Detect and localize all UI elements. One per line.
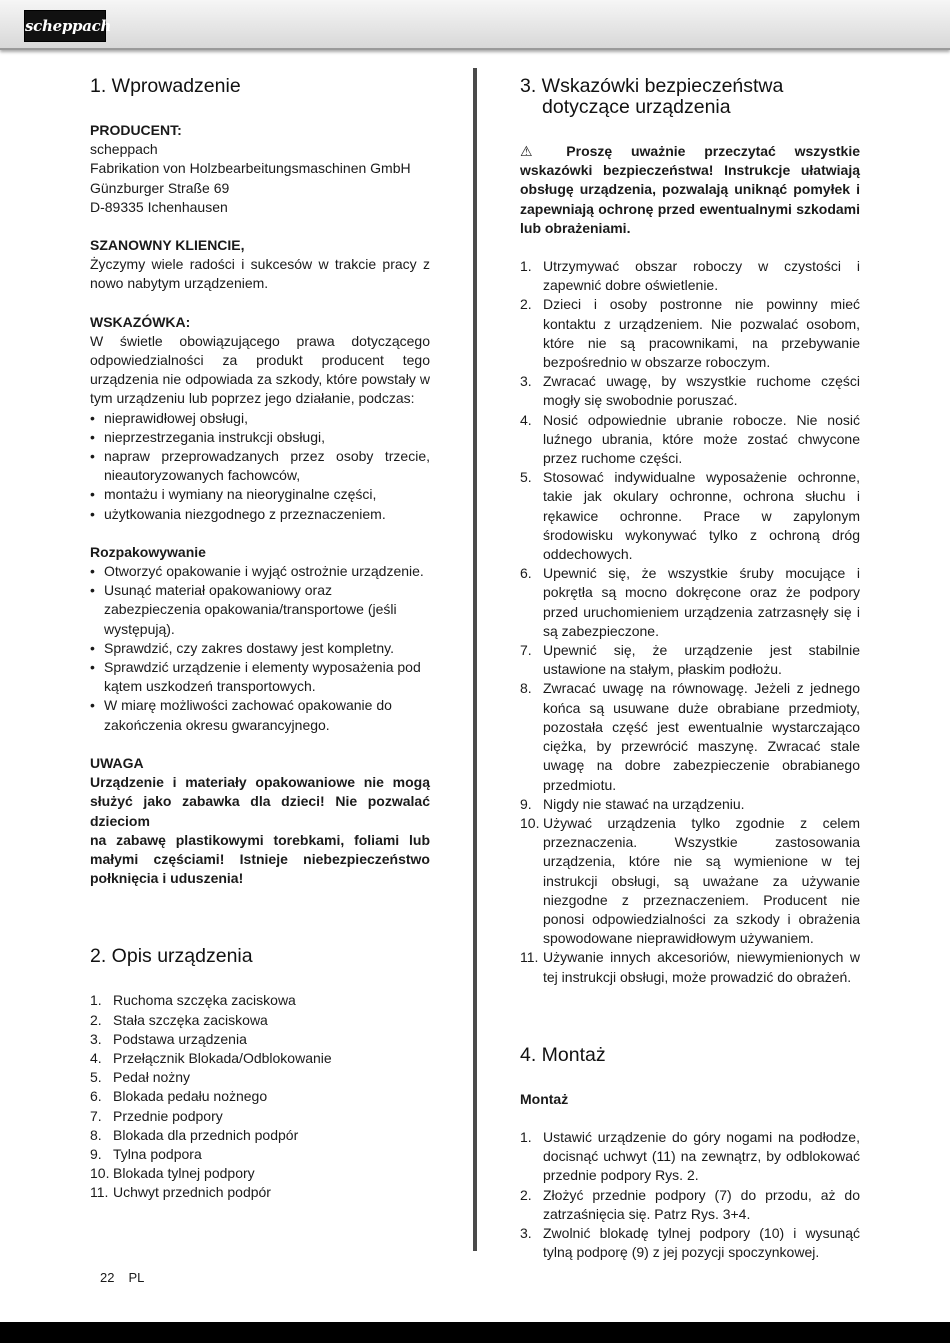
list-item [520,814,860,948]
list-item: • Usunąć materiał opakowaniowy oraz zabezpieczenia opakowania/transportowe (jeśli występują). [90,581,430,639]
item-number: 8. [90,1126,102,1143]
producer-line: scheppach [90,141,158,158]
list-item: • nieprawidłowej obsługi, [90,409,430,428]
item-text: Stała szczęka zaciskowa [113,1011,268,1028]
item-number: 1. [520,1128,532,1145]
item-text: Utrzymywać obszar roboczy w czystości i zapewnić dobre oświetlenie. [543,258,860,294]
list-item [520,1186,860,1224]
item-text: Tylna podpora [113,1145,202,1162]
item-number: 2. [520,296,532,313]
item-number: 7. [520,642,532,659]
list-item [520,257,860,295]
list-item [520,679,860,794]
item-text: Przełącznik Blokada/Odblokowanie [113,1049,332,1066]
item-number: 5. [520,469,532,486]
producer-label: PRODUCENT: [90,122,182,138]
list-item: • Otworzyć opakowanie i wyjąć ostrożnie urządzenie. [90,562,430,581]
item-number: 8. [520,680,532,697]
item-number: 2. [90,1011,102,1028]
left-column [90,76,430,1203]
list-item [90,1011,430,1030]
item-number: 3. [520,1224,532,1241]
item-text: Zwolnić blokadę tylnej podpory (10) i wysunąć tylną podporę (9) z jej pozycji spoczynkowej. [543,1224,860,1261]
item-number: 6. [520,565,532,582]
item-text: Ustawić urządzenie do góry nogami na podłodze, docisnąć uchwyt (11) na zewnątrz, by odblokować przednie podpory Rys. 2. [543,1128,860,1184]
producer-line: Günzburger Straße 69 [90,179,230,196]
item-text: Pedał nożny [113,1069,191,1086]
item-number: 11. [90,1184,109,1201]
caution-label: UWAGA [90,754,144,771]
list-item [90,1183,430,1202]
item-text: Zwracać uwagę, by wszystkie ruchome części mogły się swobodnie poruszać. [543,373,860,409]
unpack-list [90,562,430,735]
list-item [520,468,860,564]
item-text: Podstawa urządzenia [113,1030,247,1047]
item-number: 5. [90,1069,102,1086]
list-item [520,641,860,679]
note-list [90,409,430,524]
item-number: 9. [520,795,532,812]
list-item [90,1068,430,1087]
item-text: Przednie podpory [113,1107,223,1124]
section-3-title: 3. Wskazówki bezpieczeństwa dotyczące urządzenia [520,75,784,118]
assembly-subtitle: Montaż [520,1090,569,1107]
assembly-list [520,1128,860,1262]
list-item [90,1145,430,1164]
right-column [520,76,860,1262]
warning-icon: ⚠ [520,143,548,159]
list-item [90,1030,430,1049]
list-item [520,948,860,986]
list-item [90,1164,430,1183]
caution-text: Urządzenie i materiały opakowaniowe nie mogą służyć jako zabawka dla dzieci! Nie pozwalać dzieciom [90,774,430,829]
item-text: Blokada tylnej podpory [113,1165,255,1182]
note-text: W świetle obowiązującego prawa dotyczącego odpowiedzialności za produkt producent tego urządzenia nie odpowiada za szkody, które powstały w tym urządzeniu lub poprzez jego działanie, podczas: [90,332,430,407]
item-text: Blokada pedału nożnego [113,1088,268,1105]
note-label: WSKAZÓWKA: [90,313,191,330]
list-item [520,1224,860,1262]
header-bar [0,0,950,50]
list-item [520,1128,860,1186]
page-number: 22 [100,1270,115,1285]
list-item [90,1107,430,1126]
unpack-label: Rozpakowywanie [90,543,206,560]
list-item [520,411,860,469]
safety-warning [520,142,860,238]
bottom-bar [0,1322,950,1343]
item-text: Używać urządzenia tylko zgodnie z celem przeznaczenia. Wszystkie zastosowania urządzenia, które nie są wymienione w tej instrukcji obsługi, są uważane za używanie niezgodne z przeznaczeniem. Producent nie ponosi odpowiedzialności za szkody i obrażenia spowodowane nieprawidłowym używaniem. [543,814,860,947]
item-text: Stosować indywidualne wyposażenie ochronne, takie jak okulary ochronne, ochrona słuchu i rękawice ochronne. Prace w zapylonym środowisku wykonywać tylko z ochroną dróg oddechowych. [543,469,860,563]
list-item [520,372,860,410]
producer-line: Fabrikation von Holzbearbeitungsmaschinen GmbH [90,160,411,177]
list-item: • Sprawdzić, czy zakres dostawy jest kompletny. [90,639,430,658]
list-item: • użytkowania niezgodnego z przeznaczeniem. [90,505,430,524]
language-code: PL [128,1270,145,1285]
item-number: 2. [520,1186,532,1203]
item-text: Upewnić się, że urządzenie jest stabilnie ustawione na stałym, płaskim podłożu. [543,642,860,678]
item-text: Używanie innych akcesoriów, niewymienionych w tej instrukcji obsługi, może prowadzić do obrażeń. [543,949,860,985]
list-item: • W miarę możliwości zachować opakowanie do zakończenia okresu gwarancyjnego. [90,696,430,734]
item-text: Ruchoma szczęka zaciskowa [113,992,296,1009]
section-4-title: 4. Montaż [520,1043,606,1066]
list-item: • montażu i wymiany na nieoryginalne części, [90,485,430,504]
item-text: Uchwyt przednich podpór [113,1184,271,1201]
list-item [520,295,860,372]
list-item [520,795,860,814]
column-divider [473,68,477,1251]
list-item: • napraw przeprowadzanych przez osoby trzecie, nieautoryzowanych fachowców, [90,447,430,485]
caution-text: na zabawę plastikowymi torebkami, foliami lub małymi częściami! Istnieje niebezpieczeństwo połknięcia i uduszenia! [90,831,430,887]
device-parts-list [90,991,430,1202]
item-number: 4. [520,411,532,428]
item-number: 1. [520,258,532,275]
item-number: 1. [90,992,102,1009]
item-text: Złożyć przednie podpory (7) do przodu, aż do zatrzaśnięcia się. Patrz Rys. 3+4. [543,1186,860,1222]
safety-list [520,257,860,987]
item-text: Zwracać uwagę na równowagę. Jeżeli z jednego końca są usuwane duże obrabiane przedmioty, pozostała część jest ewentualnie wystarczająco ciężka, by przewrócić maszynę. Zwracać stale uwagę na dobre zabezpieczenie obrabianego przedmiotu. [543,680,860,793]
item-number: 10. [520,814,540,831]
list-item [90,1049,430,1068]
list-item: • Sprawdzić urządzenie i elementy wyposażenia pod kątem uszkodzeń transportowych. [90,658,430,696]
scheppach-logo: scheppach [24,10,106,42]
section-2-title: 2. Opis urządzenia [90,945,253,968]
list-item [90,1087,430,1106]
item-text: Nigdy nie stawać na urządzeniu. [543,795,745,812]
item-number: 7. [90,1107,102,1124]
item-text: Upewnić się, że wszystkie śruby mocujące i pokrętła są mocno dokręcone oraz że podpory przed uruchomieniem urządzenia zatrzasnęły się i są zabezpieczone. [543,565,860,639]
item-text: Nosić odpowiednie ubranie robocze. Nie nosić luźnego ubrania, które może zostać chwycone przez ruchome części. [543,411,860,467]
list-item [90,1126,430,1145]
item-number: 3. [520,373,532,390]
producer-line: D-89335 Ichenhausen [90,198,228,215]
customer-text: Życzymy wiele radości i sukcesów w trakcie pracy z nowo nabytym urządzeniem. [90,256,430,292]
list-item [90,991,430,1010]
page-footer [100,1268,158,1287]
warning-text: Proszę uważnie przeczytać wszystkie wskazówki bezpieczeństwa! Instrukcje ułatwiają obsługę urządzenia, pozwalają uniknąć pomyłek i zapewniają ochronę przed ewentualnymi szkodami lub obrażeniami. [520,143,861,236]
item-number: 10. [90,1165,110,1182]
customer-label: SZANOWNY KLIENCIE, [90,237,245,254]
item-number: 3. [90,1030,102,1047]
item-number: 6. [90,1088,102,1105]
item-number: 9. [90,1145,102,1162]
list-item [520,564,860,641]
item-number: 11. [520,949,539,966]
list-item: • nieprzestrzegania instrukcji obsługi, [90,428,430,447]
section-1-title: 1. Wprowadzenie [90,75,241,97]
item-text: Dzieci i osoby postronne nie powinny mieć kontaktu z urządzeniem. Nie pozwalać osobom, które nie są pracownikami, na przebywanie bezpośrednio w obszarze roboczym. [543,296,860,371]
item-text: Blokada dla przednich podpór [113,1126,299,1143]
item-number: 4. [90,1049,102,1066]
